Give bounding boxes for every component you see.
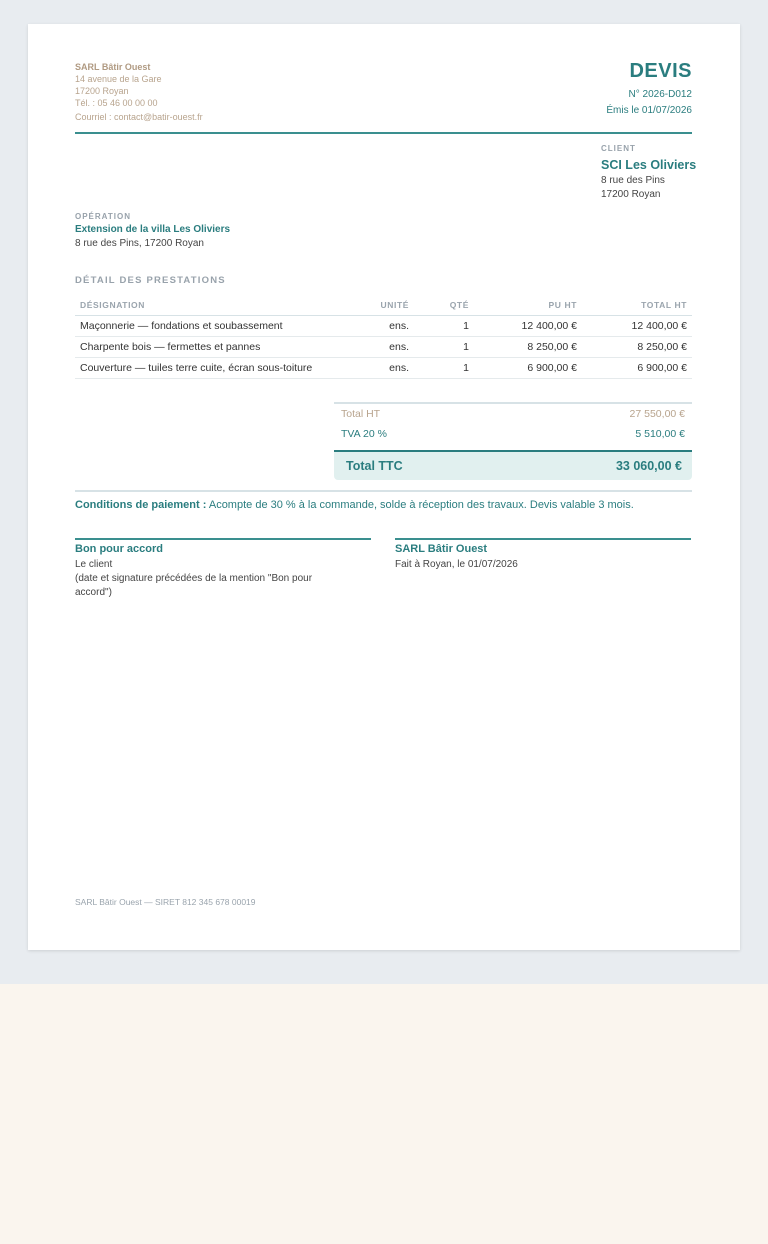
cell-total: 12 400,00 € — [582, 316, 692, 337]
client-signature-block — [75, 538, 371, 600]
client-signature-line1: Le client — [75, 559, 113, 570]
client-signature-line2: (date et signature précédées de la mention "Bon pour accord") — [75, 573, 313, 598]
tva-label: TVA 20 % — [341, 428, 387, 440]
column-header-quantity: QTÉ — [414, 295, 474, 316]
total-ttc-row — [334, 450, 692, 480]
table-header-row — [75, 295, 692, 316]
payment-conditions — [75, 499, 634, 511]
cell-designation: Charpente bois — fermettes et pannes — [75, 337, 366, 358]
operation-title: Extension de la villa Les Oliviers — [75, 224, 231, 235]
cell-designation: Maçonnerie — fondations et soubassement — [75, 316, 366, 337]
document-title: DEVIS — [629, 60, 692, 82]
cell-unit: ens. — [366, 358, 414, 379]
table-row — [75, 337, 692, 358]
company-address-line2: 17200 Royan — [75, 86, 129, 96]
total-ht-value: 27 550,00 € — [629, 408, 685, 420]
column-header-unit: UNITÉ — [366, 295, 414, 316]
client-signature-title: Bon pour accord — [75, 543, 164, 555]
cell-total: 6 900,00 € — [582, 358, 692, 379]
total-ht-label: Total HT — [341, 408, 381, 420]
company-name: SARL Bâtir Ouest — [75, 62, 151, 72]
cell-unit-price: 8 250,00 € — [474, 337, 582, 358]
total-ttc-label: Total TTC — [346, 459, 403, 473]
cell-unit-price: 12 400,00 € — [474, 316, 582, 337]
client-name: SCI Les Oliviers — [601, 158, 697, 172]
quote-document — [28, 24, 740, 950]
cell-unit: ens. — [366, 316, 414, 337]
client-label: CLIENT — [601, 144, 636, 153]
cell-quantity: 1 — [414, 358, 474, 379]
header-divider — [75, 132, 692, 134]
items-table — [75, 295, 692, 379]
tva-row — [334, 424, 692, 444]
legal-footer: SARL Bâtir Ouest — SIRET 812 345 678 00019 — [75, 897, 256, 907]
total-ttc-value: 33 060,00 € — [615, 459, 682, 473]
cell-unit-price: 6 900,00 € — [474, 358, 582, 379]
client-address-line2: 17200 Royan — [601, 189, 661, 200]
cell-quantity: 1 — [414, 337, 474, 358]
column-header-unit-price: PU HT — [474, 295, 582, 316]
document-number: N° 2026-D012 — [628, 89, 692, 100]
column-header-total: TOTAL HT — [582, 295, 692, 316]
payment-conditions-label: Conditions de paiement : — [75, 499, 207, 511]
table-row — [75, 316, 692, 337]
company-email: Courriel : contact@batir-ouest.fr — [75, 112, 203, 122]
total-ht-row — [334, 402, 692, 424]
cell-unit: ens. — [366, 337, 414, 358]
company-signature-block — [395, 538, 691, 572]
table-row — [75, 358, 692, 379]
company-address-line1: 14 avenue de la Gare — [75, 74, 162, 84]
column-header-designation: DÉSIGNATION — [75, 295, 366, 316]
payment-conditions-text: Acompte de 30 % à la commande, solde à réception des travaux. Devis valable 3 mois. — [206, 499, 634, 511]
totals-block — [334, 402, 692, 480]
client-address-line1: 8 rue des Pins — [601, 175, 665, 186]
company-phone: Tél. : 05 46 00 00 00 — [75, 98, 158, 108]
document-issue-date: Émis le 01/07/2026 — [606, 105, 692, 116]
operation-label: OPÉRATION — [75, 212, 131, 221]
company-signature-line1: Fait à Royan, le 01/07/2026 — [395, 559, 518, 570]
cell-designation: Couverture — tuiles terre cuite, écran sous-toiture — [75, 358, 366, 379]
operation-address: 8 rue des Pins, 17200 Royan — [75, 238, 204, 249]
cell-total: 8 250,00 € — [582, 337, 692, 358]
company-signature-title: SARL Bâtir Ouest — [395, 543, 488, 555]
details-section-title: DÉTAIL DES PRESTATIONS — [75, 275, 226, 286]
cell-quantity: 1 — [414, 316, 474, 337]
tva-value: 5 510,00 € — [635, 428, 685, 440]
conditions-divider — [75, 490, 692, 492]
